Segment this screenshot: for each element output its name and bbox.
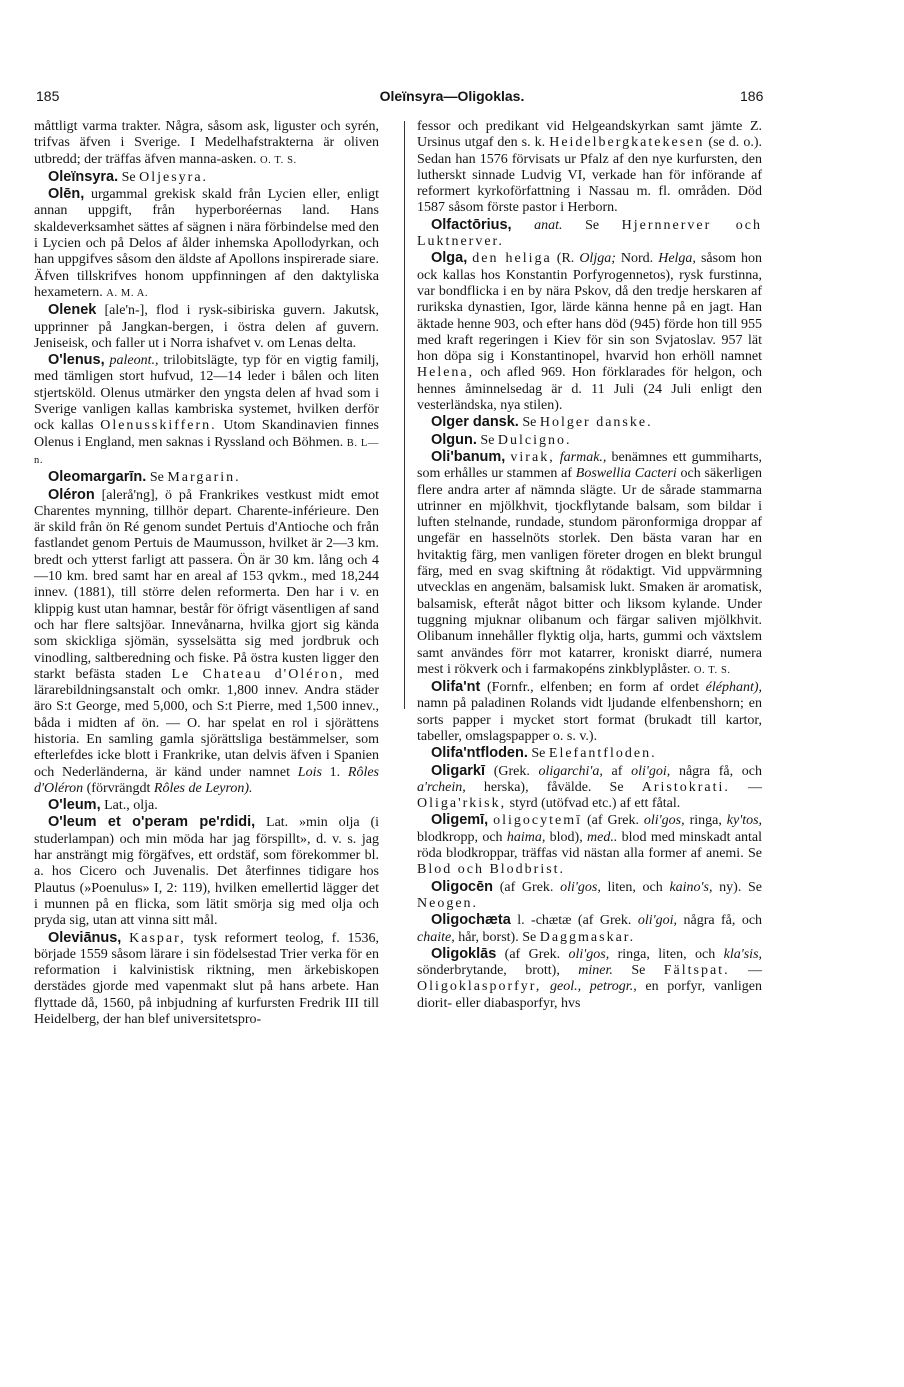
headword: Oligemī, [431,812,489,829]
entry-oleron: Oléron [alerå'ng], ö på Frankrikes vestkust midt emot Charentes mynning, tillhör depart. Charente-inférieure. Den är skild från ön Ré genom sundet Pertuis d'Antioche och från fastlandet genom Pertuis de Maumusson, hvilket är 2—3 km. bredt och ytterst farligt att passera. Ön är 30 km. lång och 4—10 km. bred samt har en areal af 153 qvkm., med 18,244 innev. (1881), till större delen reformerta. Den har i v. en klippig kust utan hamnar, består för öfrigt väsentligen af sand och har flere saltsjöar. Innevånarna, hvilka gjort sig kända som skickliga sjömän, sysselsätta sig med jordbruk och vinodling, saltberedning och fiske. På östra kusten ligger den starkt befästa staden Le Chateau d'Oléron, med lärarebildningsanstalt och omkr. 1,800 innev. Andra städer äro S:t George, med 5,000, och S:t Pierre, med 1,500 innev., båda i midten af ön. — O. har spelat en rol i sjörättens historia. En samling gamla sjörättsliga bestämmelser, som efterlefdes icke blott i Frankrike, utan delvis äfven i Spanien och Nederländerna, är känd under namnet Lois 1. Rôles d'Oléron (förvrängdt Rôles de Leyron). [34,486,380,796]
headword: Oli'banum, [431,448,506,465]
entry-oleinsyra: Oleïnsyra. Se Oljesyra. [48,168,209,185]
headword: Olenek [48,302,97,319]
author-signature: B. L—n. [34,437,380,466]
author-signature: A. M. A. [106,287,149,299]
entry-oligochaeta: Oligochæta l. -chætæ (af Grek. oli'goi, några få, och chaite, hår, borst). Se Daggmaskar. [417,912,763,945]
entry-olenek: Olenek [ale'n-], flod i rysk-sibiriska guvern. Jakutsk, upprinner på Jangkan-bergen, i östra delen af guvern. Jeniseisk, och faller ut i Norra ishafvet v. om Lenas delta. [34,302,380,351]
headword: Oligocēn [431,878,494,895]
entry-oleum-et-operam: O'leum et o'peram pe'rdidi, Lat. »min olja (i studerlampan) och min möda har jag förspillt», d. v. s. jag har ansträngt mig förgäfves, ett ordstäf, som förekommer bl. a. hos Cicero och Juvenalis. Det återfinnes tidigare hos Plautus (»Poenulus» I, 2: 119), hvilken emellertid lägger det i munnen på en flicka, som lätit smörja sig med olja och pryda sig, utan att vinna sitt mål. [34,814,380,929]
entry-olenus: O'lenus, paleont., trilobitslägte, typ för en vigtig familj, med tämligen stort hufvud, 12—14 leder i bålen och liten stjertsköld. Olenus utmärker den yngsta delen af hvad som i Sverige vanligen kallas kambriska systemet, hvilken derför ock kallas Olenusskiffern. Utom Skandinavien finnes Olenus i England, men saknas i Ryssland och Böhmen. B. L—n. [34,352,380,466]
entry-oligoklas: Oligoklās (af Grek. oli'gos, ringa, liten, och kla'sis, sönderbrytande, brott), miner. Se Fältspat. — Oligoklasporfyr, geol., petrogr., en porfyr, vanligen diorit- eller diabasporfyr, hvs [417,945,763,1011]
headword: Oleïnsyra. [48,168,119,185]
page-number-left: 185 [36,88,60,104]
entry-olifantfloden: Olifa'ntfloden. Se Elefantfloden. [431,745,657,762]
cross-reference: Margarin. [167,470,241,486]
column-divider [404,121,405,709]
headword: O'lenus, [48,352,105,369]
left-column [34,119,379,1028]
headword: Olfactōrius, [431,216,512,233]
cross-reference: Oljesyra. [139,169,209,185]
headword: Olger dansk. [431,414,519,431]
entry-oleomargarin: Oleomargarīn. Se Margarin. [48,469,241,486]
entry-olgun: Olgun. Se Dulcigno. [431,431,572,448]
entry-continuation: fessor och predikant vid Helgeandskyrkan samt jämte Z. Ursinus utgaf den s. k. Heidelbergkatekesen (se d. o.). Sedan han 1576 förvisats ur Pfalz af den nye kurfursten, den lutherskt sinnade Ludvig VI, verkade han för införande af reformert kyrkoförfattning i Nassau m. fl. områden. Död 1587 såsom förste pastor i Herborn. [417,119,762,216]
author-signature: O. T. S. [693,664,731,676]
entry-olger-dansk: Olger dansk. Se Holger danske. [431,414,653,431]
running-title: Oleïnsyra—Oligoklas. [379,88,525,104]
headword: Olifa'nt [431,679,481,696]
headword: Oligoklās [431,945,497,962]
cross-reference: Hjernnerver och Luktnerver. [417,217,762,250]
entry-oleum: O'leum, Lat., olja. [48,797,158,814]
headword: Olgun. [431,431,477,448]
headword: Olifa'ntfloden. [431,745,528,762]
entry-olga: Olga, den heliga (R. Oljga; Nord. Helga, såsom hon ock kallas hos Konstantin Porfyrogennetos), rysk furstinna, var bondflicka i en by nära Pskov, då den tredje herskaren af rurikska dynastien, Igor, lärde känna henne på en jagt. Han äktade henne 903, och efter hans död (945) förde hon till 955 med kraft regeringen i Kiev för sin son Svjatoslav. 957 lät hon döpa sig i Konstantinopel, hvarvid hon erhöll namnet Helena, och afled 969. Hon förklarades för helgon, och hennes åminnelsedag är d. 11 Juli (24 Juli enligt den vesterländska, nya stilen). [417,250,762,414]
headword: O'leum, [48,797,101,814]
author-signature: O. T. S. [259,154,297,166]
headword: Oleviānus, [48,929,122,946]
entry-olibanum: Oli'banum, virak, farmak., benämnes ett gummiharts, som erhålles ur stammen af Boswellia Cacteri och säkerligen flere andra arter af nämnda slägte. Ur de sårade stammarna utrinner en mjölkhvit, tjockflytande balsam, som bildar i luften stelnande, rundade, stundom päronformiga droppar af ungefär en hasselnöts storlek. Den bästa varan har en hvitaktig färg, men vanligen företer drogen en blekt brungul färg, med en svag skiftning åt rödaktigt. Vid uppvärmning utvecklas en angenäm, balsamisk lukt. Smaken är aromatisk, balsamisk, efteråt något bitter och liksom kylande. Under tuggning mjuknar olibanum och färgar saliven mjölkhvit. Olibanum innehåller flyktig olja, harts, gummi och växtslem samt användes förr mot katarrer, kroniskt diarré, numera mest i rökverk och i farmakopéns zinkblyplåster. O. T. S. [417,448,763,677]
entry-continuation: måttligt varma trakter. Några, såsom ask, liguster och syrén, trifvas äfven i Sverige. I Medelhafstrakterna är oliven utbredd; der träffas äfven manna-asken. O. T. S. [34,119,379,167]
entry-olifant: Olifa'nt (Fornfr., elfenben; en form af ordet éléphant), namn på paladinen Rolands vidt ljudande elfenbenshorn; en sorts papper i mycket stort format (brukadt till kartor, tabeller, omslagspapper o. s. v.). [417,679,763,744]
headword: Oleomargarīn. [48,469,147,486]
page-number-right: 186 [740,88,764,104]
headword: Oligochæta [431,912,511,929]
headword: Oligarkī [431,762,485,779]
page-header [0,86,904,108]
headword: Oléron [48,486,95,503]
entry-olevianus: Oleviānus, Kaspar, tysk reformert teolog, f. 1536, började 1559 såsom lärare i sin födelsestad Trier verka för en reformation i kalvinistisk riktning, men ärkebiskopen derstädes gjorde med vapenmakt slut på hans arbete. Han flyttade då, 1560, på inbjudning af kurfursten Fredrik III till Heidelberg, der han blef universitetspro- [34,929,380,1028]
headword: Olēn, [48,186,85,203]
entry-olen: Olēn, urgammal grekisk skald från Lycien eller, enligt annan uppgift, från hyperboréernas land. Hans skaldeverksamhet sättes af sägnen i nära förbindelse med den i Lycien och på Delos af ålder inhemska Apollodyrkan, och han uppgifves såsom den äldste af Apollons inspirerade siare. Äfven tillskrifves honom uppfinningen af den daktyliska hexametern. A. M. A. [34,186,379,300]
headword: Olga, [431,250,468,267]
cross-reference: Elefantfloden. [548,746,657,762]
cross-reference: Holger danske. [539,415,653,431]
entry-oligemi: Oligemī, oligocytemī (af Grek. oli'gos, ringa, ky'tos, blodkropp, och haima, blod), med.. blod med minskadt antal röda blodkroppar, träffas vid nästan alla former af anemi. Se Blod och Blodbrist. [417,812,763,878]
entry-olfactorius: Olfactōrius, anat. Se Hjernnerver och Luktnerver. [417,216,762,250]
headword: O'leum et o'peram pe'rdidi, [48,814,256,831]
cross-reference: Dulcigno. [497,432,572,448]
entry-oligarki: Oligarkī (Grek. oligarchi'a, af oli'goi, några få, och a'rchein, herska), fåvälde. Se Aristokrati. — Oliga'rkisk, styrd (utöfvad etc.) af ett fåtal. [417,762,763,812]
right-column [417,119,762,1012]
entry-oligocen: Oligocēn (af Grek. oli'gos, liten, och kaino's, ny). Se Neogen. [417,878,763,911]
